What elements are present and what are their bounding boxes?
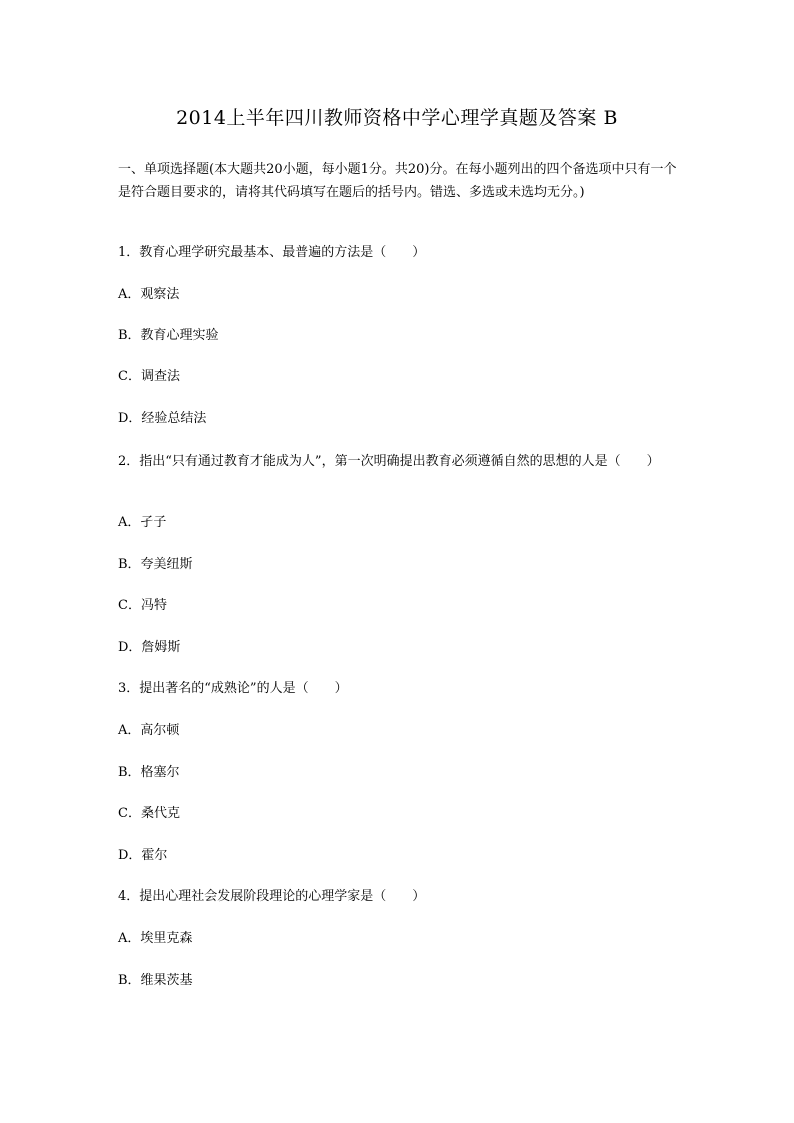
question-3-option-b: B．格塞尔	[118, 765, 180, 780]
question-4-stem: 4．提出心理社会发展阶段理论的心理学家是（ ）	[118, 889, 426, 904]
question-3-option-c: C．桑代克	[118, 806, 180, 821]
question-3-option-a: A．高尔顿	[118, 723, 180, 738]
question-1-option-d: D．经验总结法	[118, 411, 207, 426]
question-2-option-d: D．詹姆斯	[118, 640, 181, 655]
question-4-option-b: B．维果茨基	[118, 973, 193, 988]
document-title: 2014上半年四川教师资格中学心理学真题及答案 B	[176, 107, 618, 129]
question-3-option-d: D．霍尔	[118, 848, 168, 863]
question-4-option-a: A．埃里克森	[118, 931, 193, 946]
question-1-option-c: C．调查法	[118, 369, 180, 384]
section-instructions: 一、单项选择题(本大题共20小题，每小题1分。共20)分。在每小题列出的四个备选项中只有一个是符合题目要求的，请将其代码填写在题后的括号内。错选、多选或未选均无分。)	[118, 162, 677, 200]
question-2-option-b: B．夸美纽斯	[118, 557, 193, 572]
question-2-stem: 2．指出“只有通过教育才能成为人”，第一次明确提出教育必须遵循自然的思想的人是（ ）	[118, 454, 660, 469]
question-1-option-b: B．教育心理实验	[118, 328, 219, 343]
question-2-option-a: A．孑子	[118, 515, 167, 530]
question-1-stem: 1．教育心理学研究最基本、最普遍的方法是（ ）	[118, 245, 426, 260]
question-1-option-a: A．观察法	[118, 287, 180, 302]
question-2-option-c: C．冯特	[118, 598, 167, 613]
question-3-stem: 3．提出著名的“成熟论”的人是（ ）	[118, 681, 348, 696]
